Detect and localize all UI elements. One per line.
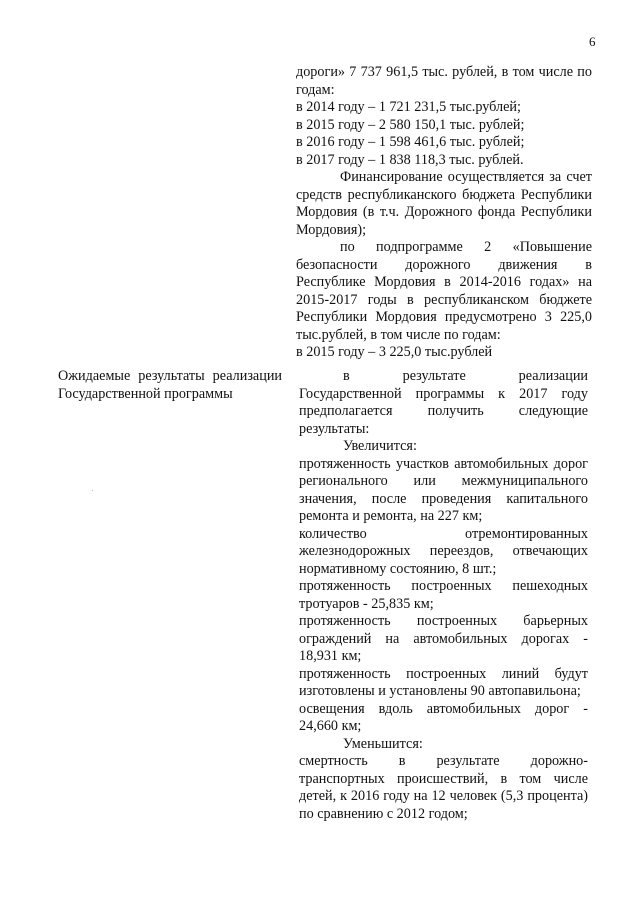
page-number: 6 bbox=[589, 34, 596, 49]
funding-paragraph: в 2014 году – 1 721 231,5 тыс.рублей; bbox=[296, 99, 521, 115]
funding-paragraph: по подпрограмме 2 «Повышение безопасности дорожного движения в Республике Мордовия в 2014-2016 годах» на 2015-2017 годы в республиканском бюджете Республики Мордовия предусмотрено 3 225,0 тыс.рублей, в том числе по годам: bbox=[296, 239, 592, 343]
results-paragraph: смертность в результате дорожно-транспортных происшествий, в том числе детей, к 2016 году на 12 человек (5,3 процента) по сравнению с 2012 годом; bbox=[299, 753, 588, 822]
results-paragraph: протяженность участков автомобильных дорог регионального или межмуниципального значения, после проведения капитального ремонта и ремонта, на 227 км; bbox=[299, 455, 588, 524]
funding-paragraph: в 2017 году – 1 838 118,3 тыс. рублей. bbox=[296, 151, 524, 168]
funding-paragraph: Финансирование осуществляется за счет средств республиканского бюджета Республики Мордовия (в т.ч. Дорожного фонда Республики Мордовия); bbox=[296, 169, 592, 238]
funding-text bbox=[296, 64, 592, 362]
funding-paragraph: в 2015 году – 3 225,0 тыс.рублей bbox=[296, 344, 493, 360]
results-paragraph: Увеличится: bbox=[343, 438, 417, 454]
funding-paragraph: дороги» 7 737 961,5 тыс. рублей, в том числе по годам: bbox=[296, 64, 592, 98]
funding-block bbox=[296, 64, 592, 362]
results-paragraph: количество отремонтированных железнодорожных переездов, отвечающих нормативному состоянию, 8 шт.; bbox=[299, 525, 588, 577]
results-paragraph: протяженность построенных барьерных ограждений на автомобильных дорогах - 18,931 км; bbox=[299, 613, 588, 664]
funding-paragraph: в 2016 году – 1 598 461,6 тыс. рублей; bbox=[296, 134, 525, 150]
results-paragraph: протяженность построенных линий будут изготовлены и установлены 90 автопавильона; bbox=[299, 665, 588, 699]
results-label: Ожидаемые результаты реализации Государственной программы bbox=[58, 368, 282, 402]
results-paragraph: Уменьшится: bbox=[343, 735, 423, 752]
scan-speck bbox=[92, 490, 93, 491]
results-paragraph: освещения вдоль автомобильных дорог - 24,660 км; bbox=[299, 700, 588, 734]
results-paragraph: в результате реализации Государственной программы к 2017 году предполагается получить следующие результаты: bbox=[299, 368, 588, 437]
results-paragraph: протяженность построенных пешеходных тротуаров - 25,835 км; bbox=[299, 578, 588, 612]
funding-paragraph: в 2015 году – 2 580 150,1 тыс. рублей; bbox=[296, 116, 525, 133]
results-text bbox=[299, 368, 588, 823]
